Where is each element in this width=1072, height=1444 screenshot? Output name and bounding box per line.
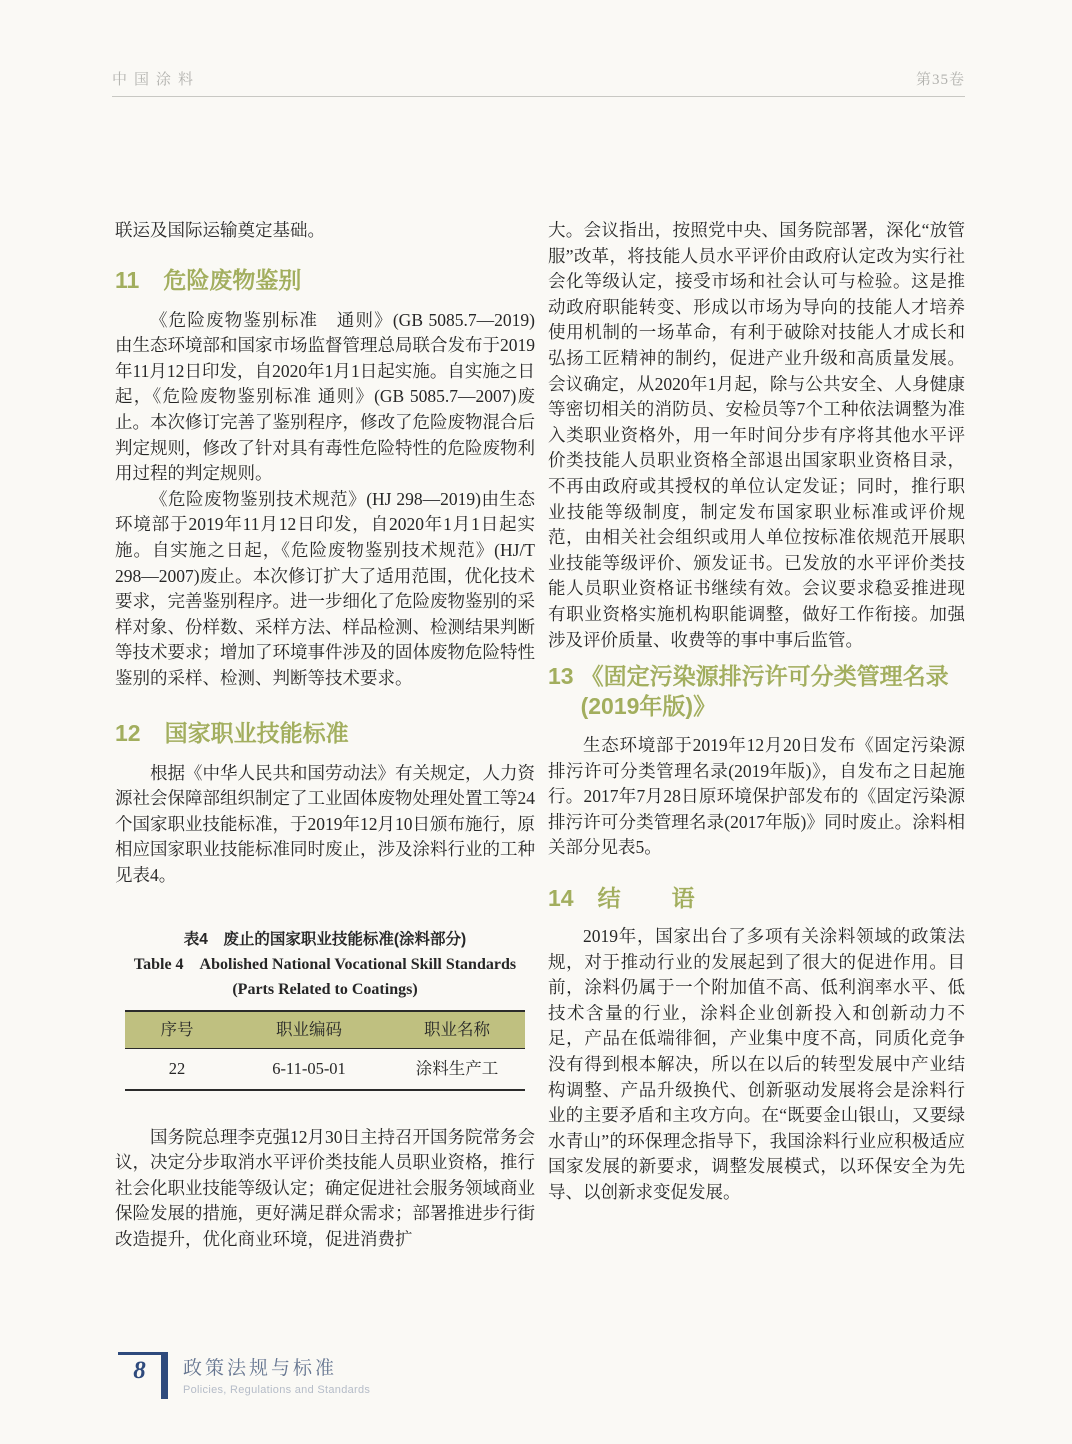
section-heading-11	[115, 265, 535, 295]
table-header-row	[125, 1011, 525, 1048]
table4-head	[125, 1011, 525, 1048]
paragraph-12-1: 根据《中华人民共和国劳动法》有关规定，人力资源社会保障部组织制定了工业固体废物处理处置工等24个国家职业技能标准，于2019年12月10日颁布施行，原相应国家职业技能标准同时废止，涉及涂料行业的工种见表4。	[115, 762, 535, 885]
section-number: 13	[548, 663, 574, 690]
section-title: 结 语	[597, 885, 709, 912]
paragraph-11-2: 《危险废物鉴别技术规范》(HJ 298—2019)由生态环境部于2019年11月12日印发，自2020年1月1日起实施。自实施之日起，《危险废物鉴别技术规范》(HJ/T 298—2007)废止。本次修订扩大了适用范围，优化技术要求，完善鉴别程序。进一步细化了危险废物鉴别的采样对象、份样数、采样方法、样品检测、检测结果判断等技术要求；增加了环境事件涉及的固体废物危险特性鉴别的采样、检测、判断等技术要求。	[115, 488, 535, 688]
page-body	[115, 218, 965, 1253]
section-number: 12	[115, 719, 141, 746]
footer-section-title-en: Policies, Regulations and Standards	[183, 1384, 371, 1396]
section-title-line2: (2019年版)》	[580, 693, 717, 720]
section-title-line1: 《固定污染源排污许可分类管理名录	[580, 663, 949, 690]
table-row	[125, 1049, 525, 1090]
running-head	[112, 68, 965, 97]
footer-section-titles	[183, 1352, 370, 1396]
section-title: 危险废物鉴别	[163, 266, 302, 293]
table4	[125, 1010, 525, 1090]
paragraph-11-1: 《危险废物鉴别标准 通则》(GB 5085.7—2019)由生态环境部和国家市场监督管理总局联合发布于2019年11月12日印发，自2020年1月1日起实施。自实施之日起，《危险废物鉴别标准 通则》(GB 5085.7—2007)废止。本次修订完善了鉴别程序，修改了危险废物混合后判定规则，修改了针对具有毒性危险特性的危险废物利用过程的判定规则。	[115, 309, 535, 484]
table4-caption	[115, 928, 535, 1002]
page-number: 8	[118, 1352, 161, 1385]
paragraph-14-1: 2019年，国家出台了多项有关涂料领域的政策法规，对于推动行业的发展起到了很大的促进作用。目前，涂料仍属于一个附加值不高、低利润率水平、低技术含量的行业，涂料企业创新投入和创新动力不足，产品在低端徘徊，产业集中度不高，同质化竞争没有得到根本解决，所以在以后的转型发展中产业结构调整、产品升级换代、创新驱动发展将会是涂料行业的主要矛盾和主攻方向。在“既要金山银山，又要绿水青山”的环保理念指导下，我国涂料行业应积极适应国家发展的新要求，调整发展模式，以环保安全为先导、以创新求变促发展。	[548, 926, 965, 1202]
right-column	[548, 218, 965, 1253]
table4-caption-en-line2: (Parts Related to Coatings)	[232, 981, 418, 999]
footer-divider-bar	[161, 1352, 168, 1399]
table-header-cell: 职业名称	[389, 1011, 525, 1048]
section-heading-13	[548, 661, 965, 721]
table-cell-name: 涂料生产工	[389, 1049, 525, 1090]
section-heading-14	[548, 883, 965, 913]
table-header-cell: 职业编码	[229, 1011, 389, 1048]
left-column	[115, 218, 535, 1253]
intro-continuation-text: 联运及国际运输奠定基础。	[115, 220, 325, 240]
section-number: 11	[115, 266, 140, 293]
table-header-cell: 序号	[125, 1011, 229, 1048]
table4-body	[125, 1049, 525, 1090]
footer-section-title-zh: 政策法规与标准	[183, 1358, 338, 1379]
table-cell-code: 6-11-05-01	[229, 1049, 389, 1090]
journal-title: 中国涂料	[112, 72, 201, 88]
paragraph-12-2: 国务院总理李克强12月30日主持召开国务院常务会议，决定分步取消水平评价类技能人员职业资格，推行社会化职业技能等级认定；确定促进社会服务领域商业保险发展的措施，更好满足群众需求；部署推进步行街改造提升，优化商业环境，促进消费扩	[115, 1126, 535, 1250]
volume-label: 第35卷	[915, 72, 965, 88]
table4-caption-zh: 表4 废止的国家职业技能标准(涂料部分)	[183, 931, 467, 949]
section-heading-12	[115, 718, 535, 748]
section-number: 14	[548, 885, 574, 912]
section-title	[581, 661, 949, 721]
paragraph-13-1: 生态环境部于2019年12月20日发布《固定污染源排污许可分类管理名录(2019年版)》，自发布之日起施行。2017年7月28日原环境保护部发布的《固定污染源排污许可分类管理名录(2017年版)》同时废止。涂料相关部分见表5。	[548, 735, 965, 858]
table4-caption-en-line1: Table 4 Abolished National Vocational Skill Standards	[133, 956, 517, 974]
section-title: 国家职业技能标准	[164, 719, 349, 746]
page-footer	[118, 1352, 370, 1399]
paragraph-continuation: 大。会议指出，按照党中央、国务院部署，深化“放管服”改革，将技能人员水平评价由政府认定改为实行社会化等级认定，接受市场和社会认可与检验。这是推动政府职能转变、形成以市场为导向的技能人才培养使用机制的一场革命，有利于破除对技能人才成长和弘扬工匠精神的制约，促进产业升级和高质量发展。会议确定，从2020年1月起，除与公共安全、人身健康等密切相关的消防员、安检员等7个工种依法调整为准入类职业资格外，用一年时间分步有序将其他水平评价类技能人员职业资格全部退出国家职业资格目录，不再由政府或其授权的单位认定发证；同时，推行职业技能等级制度，制定发布国家职业标准或评价规范，由相关社会组织或用人单位按标准依规范开展职业技能等级评价、颁发证书。已发放的水平评价类技能人员职业资格证书继续有效。会议要求稳妥推进现有职业资格实施机构职能调整，做好工作衔接。加强涉及评价质量、收费等的事中事后监管。	[548, 220, 965, 650]
table-cell-seq: 22	[125, 1049, 229, 1090]
